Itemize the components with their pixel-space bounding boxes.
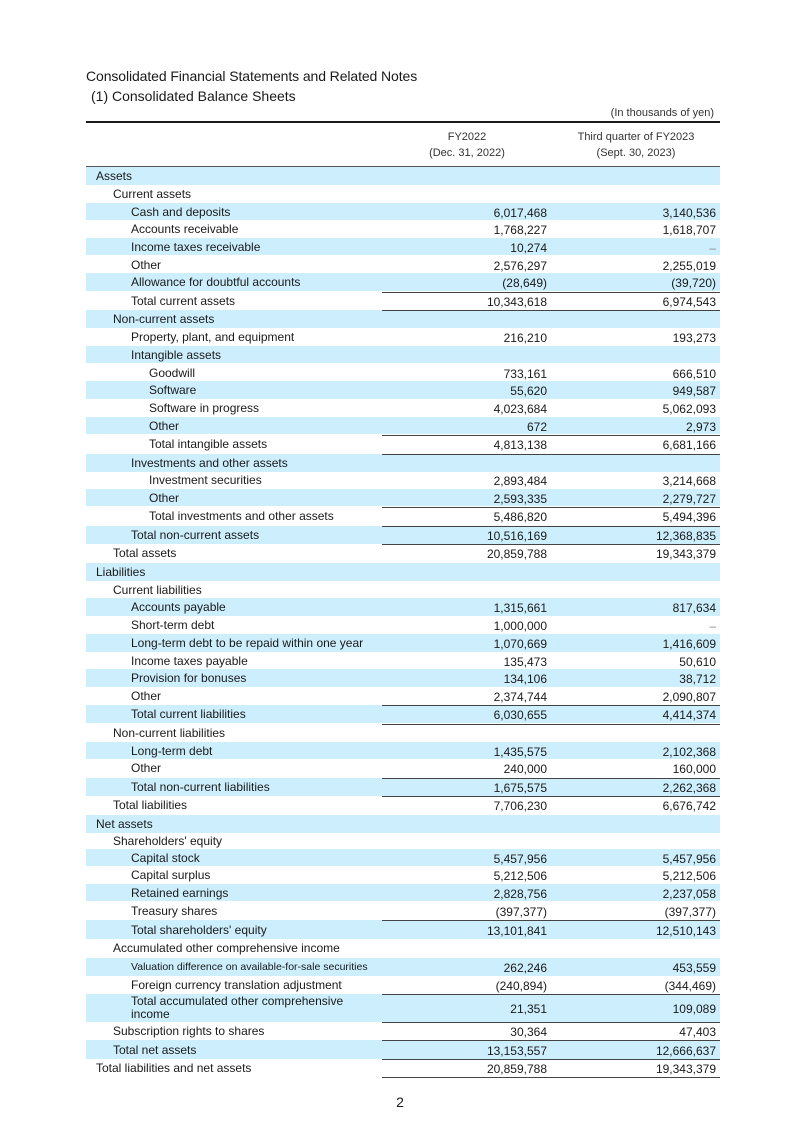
value-q3-fy2023: 817,634 <box>672 601 716 615</box>
value-fy2022: 10,516,169 <box>486 529 547 543</box>
row-label-text: Valuation difference on available-for-sale securities <box>131 961 368 973</box>
column-header-fy2022 <box>382 123 552 167</box>
value-q3-fy2023: 4,414,374 <box>662 708 716 722</box>
row-label-text: Total intangible assets <box>149 437 268 451</box>
row-label-text: Total current assets <box>131 294 236 308</box>
table-row <box>86 544 720 562</box>
row-label-text: Income taxes receivable <box>131 240 261 254</box>
value-fy2022: 5,457,956 <box>493 852 547 866</box>
value-fy2022: 5,212,506 <box>493 869 547 883</box>
value-fy2022: 672 <box>526 420 547 434</box>
row-label-text: Total assets <box>113 546 177 560</box>
table-bottom-rule <box>382 1077 720 1078</box>
value-q3-fy2023: 6,681,166 <box>662 438 716 452</box>
value-fy2022: 30,364 <box>510 1025 547 1039</box>
row-label <box>131 654 248 668</box>
row-label <box>149 509 334 523</box>
value-q3-fy2023: 12,510,143 <box>655 924 716 938</box>
value-fy2022: (28,649) <box>502 276 547 290</box>
units-note: (In thousands of yen) <box>610 107 714 119</box>
value-q3-fy2023: 5,457,956 <box>662 852 716 866</box>
row-label <box>96 169 132 183</box>
value-q3-fy2023: 2,237,058 <box>662 887 716 901</box>
table-row <box>86 994 720 1022</box>
subtotal-rule <box>382 705 720 706</box>
table-row <box>86 203 720 220</box>
row-label-text: Shareholders' equity <box>113 834 223 848</box>
table-row <box>86 815 720 833</box>
subtotal-rule <box>382 1022 720 1023</box>
subtotal-rule <box>382 454 720 455</box>
row-label-text: Capital stock <box>131 851 200 865</box>
value-q3-fy2023: 2,279,727 <box>662 492 716 506</box>
row-label-text: Property, plant, and equipment <box>131 330 295 344</box>
value-fy2022: 10,343,618 <box>486 295 547 309</box>
row-label <box>96 817 153 831</box>
row-label <box>131 600 226 614</box>
value-q3-fy2023: 2,102,368 <box>662 745 716 759</box>
value-q3-fy2023: 949,587 <box>672 384 716 398</box>
value-q3-fy2023: 2,973 <box>685 420 716 434</box>
row-label <box>113 1043 196 1057</box>
value-fy2022: 1,435,575 <box>493 745 547 759</box>
row-label <box>149 491 179 505</box>
row-label-text: Non-current assets <box>113 312 215 326</box>
table-row <box>86 435 720 453</box>
row-label <box>131 294 235 308</box>
table-row <box>86 833 720 849</box>
table-row <box>86 724 720 742</box>
table-row <box>86 1022 720 1040</box>
subtotal-rule <box>382 544 720 545</box>
row-label-text: Total liabilities <box>113 798 188 812</box>
value-q3-fy2023: 38,712 <box>679 672 716 686</box>
row-label <box>113 187 191 201</box>
value-fy2022: 262,246 <box>503 961 547 975</box>
row-label <box>131 456 288 470</box>
table-row <box>86 364 720 381</box>
value-q3-fy2023: 19,343,379 <box>655 547 716 561</box>
row-label-text: Assets <box>96 169 133 183</box>
row-label-text: Other <box>149 419 180 433</box>
value-fy2022: 21,351 <box>510 1002 547 1016</box>
row-label <box>131 761 161 775</box>
table-row <box>86 346 720 363</box>
value-q3-fy2023: 12,666,637 <box>655 1044 716 1058</box>
row-label-text: Accounts receivable <box>131 222 239 236</box>
row-label <box>113 834 222 848</box>
table-row <box>86 920 720 939</box>
row-label <box>131 960 368 974</box>
value-fy2022: 2,374,744 <box>493 690 547 704</box>
column-header-line1: Third quarter of FY2023 <box>577 131 695 143</box>
value-fy2022: 135,473 <box>503 655 547 669</box>
value-fy2022: 2,893,484 <box>493 474 547 488</box>
row-label-text: Short-term debt <box>131 618 215 632</box>
row-label <box>113 1024 264 1038</box>
value-q3-fy2023: 19,343,379 <box>655 1062 716 1076</box>
subtotal-rule <box>382 724 720 725</box>
value-fy2022: 134,106 <box>503 672 547 686</box>
row-label-text: Other <box>149 491 180 505</box>
row-label <box>131 707 246 721</box>
row-label-text: Liabilities <box>96 565 146 579</box>
row-label <box>113 546 176 560</box>
table-row <box>86 634 720 652</box>
value-q3-fy2023: 2,255,019 <box>662 259 716 273</box>
value-q3-fy2023: 50,610 <box>679 655 716 669</box>
subtotal-rule <box>382 920 720 921</box>
subtotal-rule <box>382 994 720 995</box>
value-q3-fy2023: 1,618,707 <box>662 223 716 237</box>
value-fy2022: 240,000 <box>503 762 547 776</box>
subtotal-rule <box>382 435 720 436</box>
value-q3-fy2023: 2,090,807 <box>662 690 716 704</box>
table-row <box>86 1059 720 1077</box>
value-q3-fy2023: 5,062,093 <box>662 402 716 416</box>
row-label-text: Total investments and other assets <box>149 509 334 523</box>
table-row <box>86 563 720 581</box>
subtotal-rule <box>382 310 720 311</box>
row-label-text: Accumulated other comprehensive income <box>113 941 340 955</box>
document-subtitle: (1) Consolidated Balance Sheets <box>91 88 296 104</box>
table-row <box>86 220 720 238</box>
value-q3-fy2023: 3,214,668 <box>662 474 716 488</box>
row-label <box>131 886 228 900</box>
row-label-text: Retained earnings <box>131 886 229 900</box>
value-fy2022: 2,593,335 <box>493 492 547 506</box>
table-row <box>86 884 720 901</box>
value-q3-fy2023: 1,416,609 <box>662 637 716 651</box>
value-q3-fy2023: 193,273 <box>672 331 716 345</box>
table-row <box>86 507 720 525</box>
value-q3-fy2023: 5,494,396 <box>662 510 716 524</box>
row-label-text: Provision for bonuses <box>131 671 247 685</box>
value-q3-fy2023: (39,720) <box>671 276 716 290</box>
value-q3-fy2023: 3,140,536 <box>662 206 716 220</box>
row-label-text: Current liabilities <box>113 583 202 597</box>
value-q3-fy2023: 12,368,835 <box>655 529 716 543</box>
table-row <box>86 759 720 776</box>
row-label <box>96 565 145 579</box>
column-header-line1: FY2022 <box>447 131 487 143</box>
row-label <box>113 798 187 812</box>
table-row <box>86 939 720 957</box>
row-label <box>113 726 225 740</box>
value-fy2022: 5,486,820 <box>493 510 547 524</box>
row-label <box>131 240 260 254</box>
value-q3-fy2023: 6,974,543 <box>662 295 716 309</box>
value-q3-fy2023: (344,469) <box>664 979 716 993</box>
row-label <box>131 618 214 632</box>
table-row <box>86 796 720 814</box>
row-label <box>131 780 270 794</box>
column-header-line2: (Sept. 30, 2023) <box>596 147 676 159</box>
value-fy2022: 4,813,138 <box>493 438 547 452</box>
value-fy2022: 6,017,468 <box>493 206 547 220</box>
value-q3-fy2023: 6,676,742 <box>662 799 716 813</box>
row-label-text: Intangible assets <box>131 348 222 362</box>
row-label-text: Other <box>131 689 162 703</box>
row-label-text: Other <box>131 258 162 272</box>
page-number: 2 <box>396 1094 404 1110</box>
value-fy2022: 1,000,000 <box>493 619 547 633</box>
subtotal-rule <box>382 526 720 527</box>
row-label <box>149 401 259 415</box>
subtotal-rule <box>382 1040 720 1041</box>
document-title: Consolidated Financial Statements and Related Notes <box>86 68 418 84</box>
row-label-text: Other <box>131 761 162 775</box>
table-row <box>86 256 720 273</box>
row-label-text: Current assets <box>113 187 192 201</box>
value-fy2022: 1,070,669 <box>493 637 547 651</box>
value-fy2022: 20,859,788 <box>486 1062 547 1076</box>
value-q3-fy2023: 453,559 <box>672 961 716 975</box>
row-label <box>131 258 161 272</box>
value-q3-fy2023: 5,212,506 <box>662 869 716 883</box>
subtotal-rule <box>382 292 720 293</box>
row-label <box>131 923 267 937</box>
row-label <box>96 1061 251 1075</box>
table-row <box>86 778 720 796</box>
row-label-text: Total non-current liabilities <box>131 780 270 794</box>
value-fy2022: 55,620 <box>510 384 547 398</box>
row-label-text: Total non-current assets <box>131 528 260 542</box>
row-label <box>131 205 230 219</box>
row-label-text: Total liabilities and net assets <box>96 1061 252 1075</box>
row-label <box>131 744 212 758</box>
table-row <box>86 310 720 328</box>
row-label-text: Total current liabilities <box>131 707 246 721</box>
value-q3-fy2023: 109,089 <box>672 1002 716 1016</box>
table-row <box>86 652 720 669</box>
value-fy2022: 7,706,230 <box>493 799 547 813</box>
row-label <box>131 689 161 703</box>
value-q3-fy2023: – <box>709 241 716 255</box>
row-label-text: Investment securities <box>149 473 262 487</box>
value-fy2022: 1,315,661 <box>493 601 547 615</box>
value-fy2022: 1,768,227 <box>493 223 547 237</box>
row-label <box>131 636 363 650</box>
row-label <box>149 366 195 380</box>
subtotal-rule <box>382 778 720 779</box>
value-fy2022: (397,377) <box>495 905 547 919</box>
row-label-text: Income taxes payable <box>131 654 248 668</box>
row-label-text: Non-current liabilities <box>113 726 226 740</box>
subtotal-rule <box>382 796 720 797</box>
value-q3-fy2023: (397,377) <box>664 905 716 919</box>
row-label-text-line2: income <box>131 1007 170 1021</box>
table-row <box>86 328 720 346</box>
row-label-text: Total net assets <box>113 1043 197 1057</box>
value-fy2022: 4,023,684 <box>493 402 547 416</box>
row-label <box>131 330 294 344</box>
table-row <box>86 581 720 598</box>
table-row <box>86 866 720 884</box>
row-label-text: Cash and deposits <box>131 205 231 219</box>
row-label <box>131 978 342 992</box>
value-q3-fy2023: 2,262,368 <box>662 781 716 795</box>
table-row <box>86 399 720 416</box>
table-row <box>86 705 720 723</box>
table-row <box>86 958 720 976</box>
row-label-text: Subscription rights to shares <box>113 1024 265 1038</box>
table-row <box>86 292 720 310</box>
value-fy2022: 2,828,756 <box>493 887 547 901</box>
row-label <box>131 348 221 362</box>
row-label <box>149 383 196 397</box>
table-row <box>86 489 720 506</box>
value-q3-fy2023: 47,403 <box>679 1025 716 1039</box>
row-label-text: Long-term debt <box>131 744 213 758</box>
value-fy2022: 216,210 <box>503 331 547 345</box>
subtotal-rule <box>382 507 720 508</box>
value-fy2022: 10,274 <box>510 241 547 255</box>
table-row <box>86 902 720 919</box>
table-row <box>86 598 720 616</box>
value-fy2022: 13,153,557 <box>486 1044 547 1058</box>
row-label-text: Net assets <box>96 817 153 831</box>
row-label-text: Investments and other assets <box>131 456 288 470</box>
row-label-text: Software <box>149 383 197 397</box>
row-label-text: Total accumulated other comprehensive <box>131 994 344 1008</box>
table-row <box>86 687 720 704</box>
value-fy2022: 6,030,655 <box>493 708 547 722</box>
row-label-text: Goodwill <box>149 366 196 380</box>
row-label <box>113 583 202 597</box>
row-label-text: Total shareholders' equity <box>131 923 267 937</box>
row-label <box>131 222 238 236</box>
row-label-text: Treasury shares <box>131 904 218 918</box>
value-fy2022: 13,101,841 <box>486 924 547 938</box>
column-header-q3-fy2023 <box>552 123 720 167</box>
row-label-text: Foreign currency translation adjustment <box>131 978 342 992</box>
value-fy2022: 2,576,297 <box>493 259 547 273</box>
row-label <box>131 904 217 918</box>
table-row <box>86 381 720 399</box>
table-row <box>86 454 720 472</box>
value-fy2022: (240,894) <box>495 979 547 993</box>
value-fy2022: 1,675,575 <box>493 781 547 795</box>
row-label <box>131 868 210 882</box>
table-row <box>86 976 720 994</box>
row-label-text: Allowance for doubtful accounts <box>131 275 301 289</box>
row-label <box>131 275 300 289</box>
value-q3-fy2023: 666,510 <box>672 367 716 381</box>
table-row <box>86 167 720 185</box>
row-label <box>149 437 267 451</box>
table-row <box>86 185 720 203</box>
subtotal-rule <box>382 1059 720 1060</box>
table-row <box>86 238 720 255</box>
row-label <box>113 312 214 326</box>
row-label <box>131 671 246 685</box>
row-label-text: Long-term debt to be repaid within one year <box>131 636 364 650</box>
table-row <box>86 616 720 633</box>
row-label <box>131 995 343 1021</box>
row-label-text: Capital surplus <box>131 868 211 882</box>
row-label <box>131 851 200 865</box>
table-row <box>86 1040 720 1059</box>
value-fy2022: 20,859,788 <box>486 547 547 561</box>
row-label <box>149 419 179 433</box>
row-label <box>149 473 262 487</box>
table-row <box>86 273 720 291</box>
table-row <box>86 526 720 544</box>
row-label-text: Software in progress <box>149 401 260 415</box>
row-label-text: Accounts payable <box>131 600 226 614</box>
value-fy2022: 733,161 <box>503 367 547 381</box>
table-row <box>86 417 720 434</box>
row-label <box>113 941 340 955</box>
value-q3-fy2023: 160,000 <box>672 762 716 776</box>
column-header-line2: (Dec. 31, 2022) <box>429 147 505 159</box>
table-row <box>86 669 720 687</box>
table-row <box>86 849 720 866</box>
table-row <box>86 471 720 488</box>
value-q3-fy2023: – <box>709 619 716 633</box>
table-row <box>86 742 720 759</box>
row-label <box>131 528 259 542</box>
